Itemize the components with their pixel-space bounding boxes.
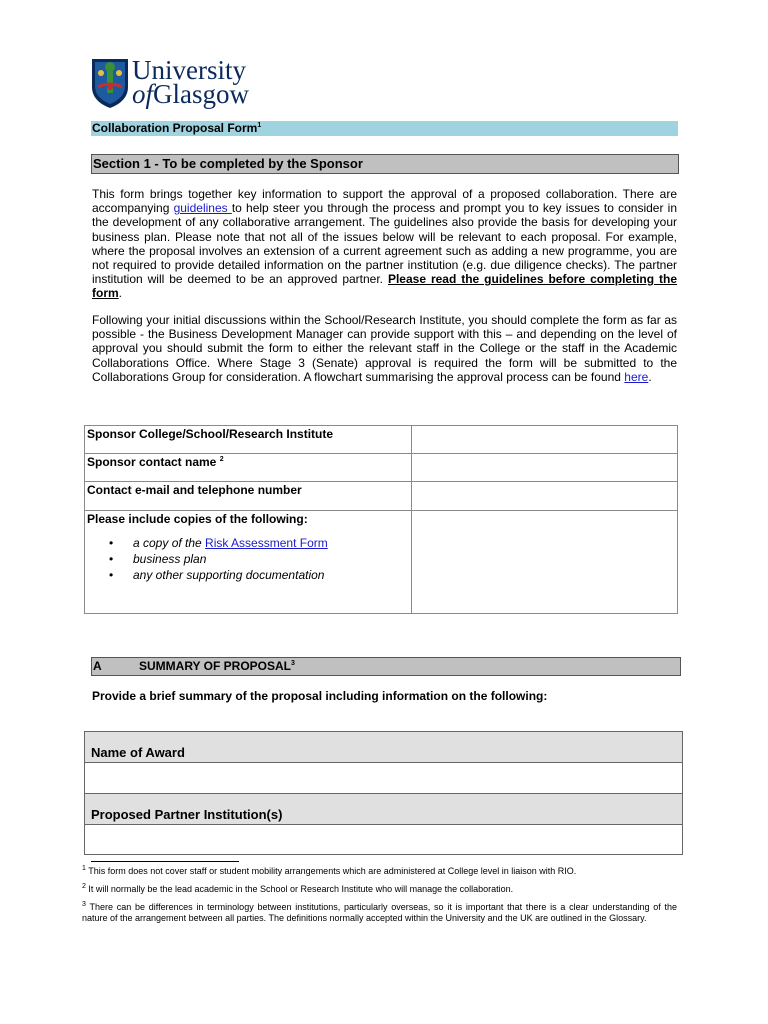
footnote-divider xyxy=(91,861,239,862)
footnote-3: $^3$ There can be differences in terminology between institutions, particularly overseas, so it is important that there is a clear understanding of the nature of the arrangement between all parties. The definitions normally accepted within the University and the UK are outlined in the Glossary. xyxy=(82,901,677,923)
section-a-heading xyxy=(91,657,681,676)
sponsor-table xyxy=(84,425,678,614)
university-logo xyxy=(90,57,265,109)
sponsor-college-label: Sponsor College/School/Research Institute xyxy=(85,426,412,453)
logo-university-text: University xyxy=(132,55,246,85)
table-row xyxy=(85,454,677,482)
partner-institutions-field[interactable] xyxy=(85,825,682,854)
flowchart-link[interactable]: here xyxy=(624,369,649,384)
sponsor-contact-label: Sponsor contact name $^2$ xyxy=(85,454,412,481)
list-item: • a copy of the Risk Assessment Form xyxy=(133,535,409,551)
copies-label: Please include copies of the following: • a copy of the Risk Assessment Form • business plan • any other supporting documentation xyxy=(85,511,412,613)
section-a-title: SUMMARY OF PROPOSAL$^3$ xyxy=(139,659,295,673)
copies-field[interactable] xyxy=(412,511,677,613)
footnote-ref-1: 1 xyxy=(257,122,262,129)
process-paragraph: Following your initial discussions within the School/Research Institute, you should complete the form as far as possible - the Business Development Manager can provide support with this – and depending on the level of approval you should submit the form to either the relevant staff in the College or the staff in the Academic Collaborations Office. Where Stage 3 (Senate) approval is required the form will be submitted to the Collaborations Group for consideration. A flowchart summarising the approval process can be found here. xyxy=(92,313,677,384)
footnote-2: $^2$ It will normally be the lead academic in the School or Research Institute who will manage the collaboration. xyxy=(82,883,514,894)
intro-paragraph: This form brings together key information to support the approval of a proposed collaboration. There are accompanying guidelines to help steer you through the process and prompt you to key issues to consider in the development of any collaborative arrangement. The guidelines also provide the basis for developing your business plan. Please note that not all of the issues below will be relevant to each proposal. For example, where the proposal involves an extension of a current agreement such as adding a new programme, you are not required to provide detailed information on the partner institution (e.g. due diligence checks). The partner institution will be deemed to be an approved partner. Please read the guidelines before completing the form. xyxy=(92,187,678,301)
table-row xyxy=(85,482,677,511)
contact-email-field[interactable] xyxy=(412,482,677,510)
award-table xyxy=(84,731,683,855)
section-a-letter: A xyxy=(93,659,102,673)
list-item: • any other supporting documentation xyxy=(133,567,409,583)
partner-institutions-header: Proposed Partner Institution(s) xyxy=(85,794,682,825)
table-row xyxy=(85,426,677,454)
name-of-award-header: Name of Award xyxy=(85,732,682,763)
guidelines-link[interactable]: guidelines xyxy=(173,201,232,216)
footnote-1: $^1$ This form does not cover staff or student mobility arrangements which are administered at College level in liaison with RIO. xyxy=(82,865,577,876)
sponsor-college-field[interactable] xyxy=(412,426,677,453)
table-row xyxy=(85,511,677,613)
risk-assessment-link[interactable]: Risk Assessment Form xyxy=(205,536,328,550)
summary-intro: Provide a brief summary of the proposal including information on the following: xyxy=(92,689,548,703)
list-item: • business plan xyxy=(133,551,409,567)
name-of-award-field[interactable] xyxy=(85,763,682,794)
form-title: Collaboration Proposal Form xyxy=(92,121,258,135)
section1-heading: Section 1 - To be completed by the Sponsor xyxy=(91,154,679,174)
form-title-bar xyxy=(91,121,678,136)
university-crest-icon xyxy=(90,57,130,108)
copies-list xyxy=(87,535,409,583)
contact-email-label: Contact e-mail and telephone number xyxy=(85,482,412,510)
guidelines-instruction: Please read the guidelines before completing the form xyxy=(92,272,678,301)
sponsor-contact-field[interactable] xyxy=(412,454,677,481)
logo-glasgow-text: ofGlasgow xyxy=(132,79,250,109)
